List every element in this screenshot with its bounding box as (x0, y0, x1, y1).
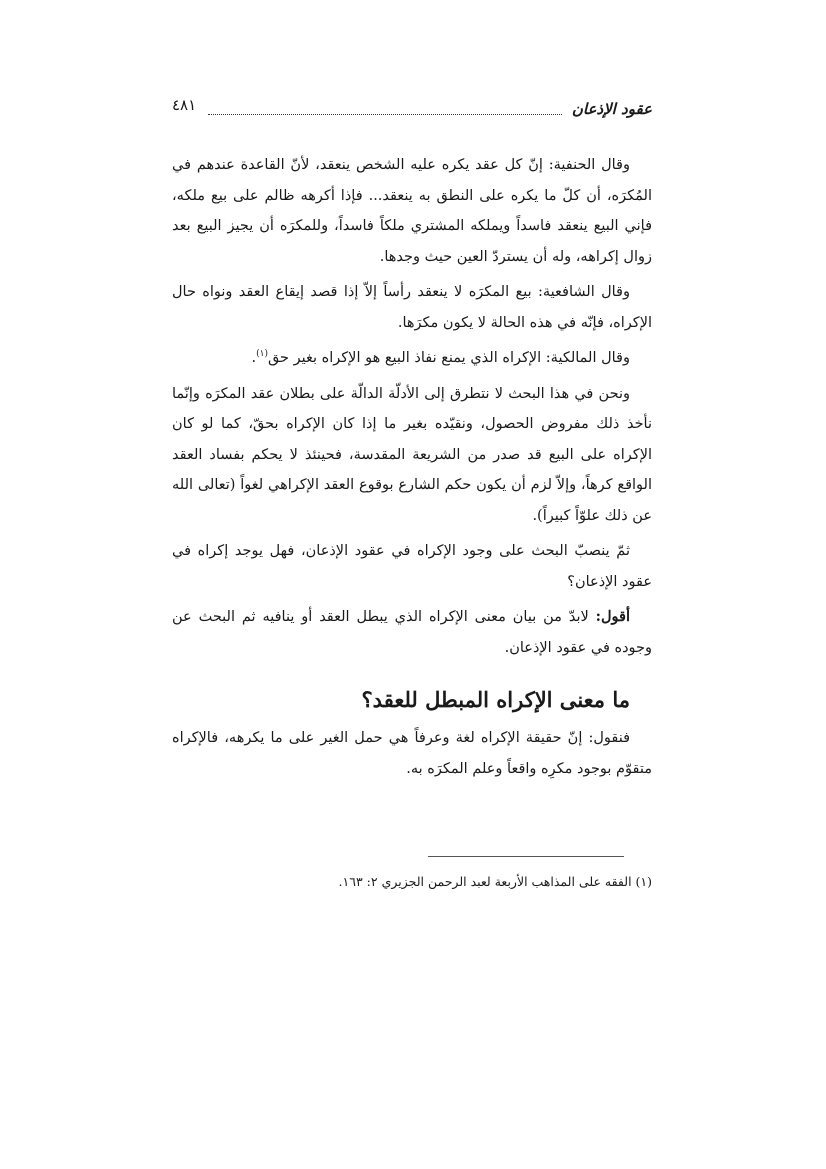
paragraph-lead-word: أقول: (595, 608, 630, 625)
paragraph-text: ونحن في هذا البحث لا نتطرق إلى الأدلّة الدالّة على بطلان عقد المكرَه وإنّما نأخذ ذلك مفروض الحصول، ونقيّده بغير ما إذا كان الإكراه بحقّ، كما لو كان الإكراه على البيع قد صدر من الشريعة المقدسة، فحينئذ لا يحكم بفساد العقد الواقع كرهاً، وإلاّ لزم أن يكون حكم الشارع بوقوع العقد الإكراهي لغواً (تعالى الله عن ذلك علوّاً كبيراً). (172, 385, 652, 524)
paragraph-text: ثمّ ينصبّ البحث على وجود الإكراه في عقود الإذعان، فهل يوجد إكراه في عقود الإذعان؟ (172, 543, 652, 590)
paragraph-research-focus (172, 536, 652, 597)
paragraph-text: فنقول: إنّ حقيقة الإكراه لغة وعرفاً هي حمل الغير على ما يكرهه، فالإكراه متقوّم بوجود مكرِه واقعاً وعلم المكرَه به. (172, 730, 652, 777)
paragraph-i-say (172, 602, 652, 663)
paragraph-text: وقال الحنفية: إنّ كل عقد يكره عليه الشخص ينعقد، لأنّ القاعدة عندهم في المُكرَه، أن كلّ ما يكره على النطق به ينعقد... فإذا أكرهه ظالم على بيع ملكه، فإني البيع ينعقد فاسداً ويملكه المشتري ملكاً فاسداً، وللمكرَه أن يجيز البيع بعد زوال إكراهه، وله أن يستردّ العين حيث وجدها. (172, 157, 652, 265)
page-number: ٤٨١ (172, 96, 197, 114)
footnote-divider (428, 856, 624, 857)
paragraph-shafii (172, 277, 652, 338)
dot-leader (208, 114, 562, 115)
paragraph-text: وقال الشافعية: بيع المكرَه لا ينعقد رأساً إلاّ إذا قصد إيقاع العقد ونواه حال الإكراه، فإنّه في هذه الحالة لا يكون مكرَها. (172, 284, 652, 331)
paragraph-hanafi (172, 150, 652, 272)
footnote-marker[interactable]: (١) (256, 349, 268, 360)
running-title: عقود الإذعان (571, 100, 652, 118)
paragraph-definition (172, 723, 652, 784)
section-heading: ما معنى الإكراه المبطل للعقد؟ (361, 687, 630, 712)
body-text (172, 150, 652, 789)
footnote: (١) الفقه على المذاهب الأربعة لعبد الرحمن الجزيري ٢: ١٦٣. (338, 874, 652, 889)
paragraph-text: وقال المالكية: الإكراه الذي يمنع نفاذ البيع هو الإكراه بغير حق (267, 350, 630, 366)
paragraph-maliki (172, 343, 652, 374)
paragraph-our-position (172, 379, 652, 532)
paragraph-text: لابدّ من بيان معنى الإكراه الذي يبطل العقد أو ينافيه ثم البحث عن وجوده في عقود الإذعان. (172, 609, 652, 656)
page-header (172, 96, 652, 126)
paragraph-end-mark: . (251, 350, 257, 366)
